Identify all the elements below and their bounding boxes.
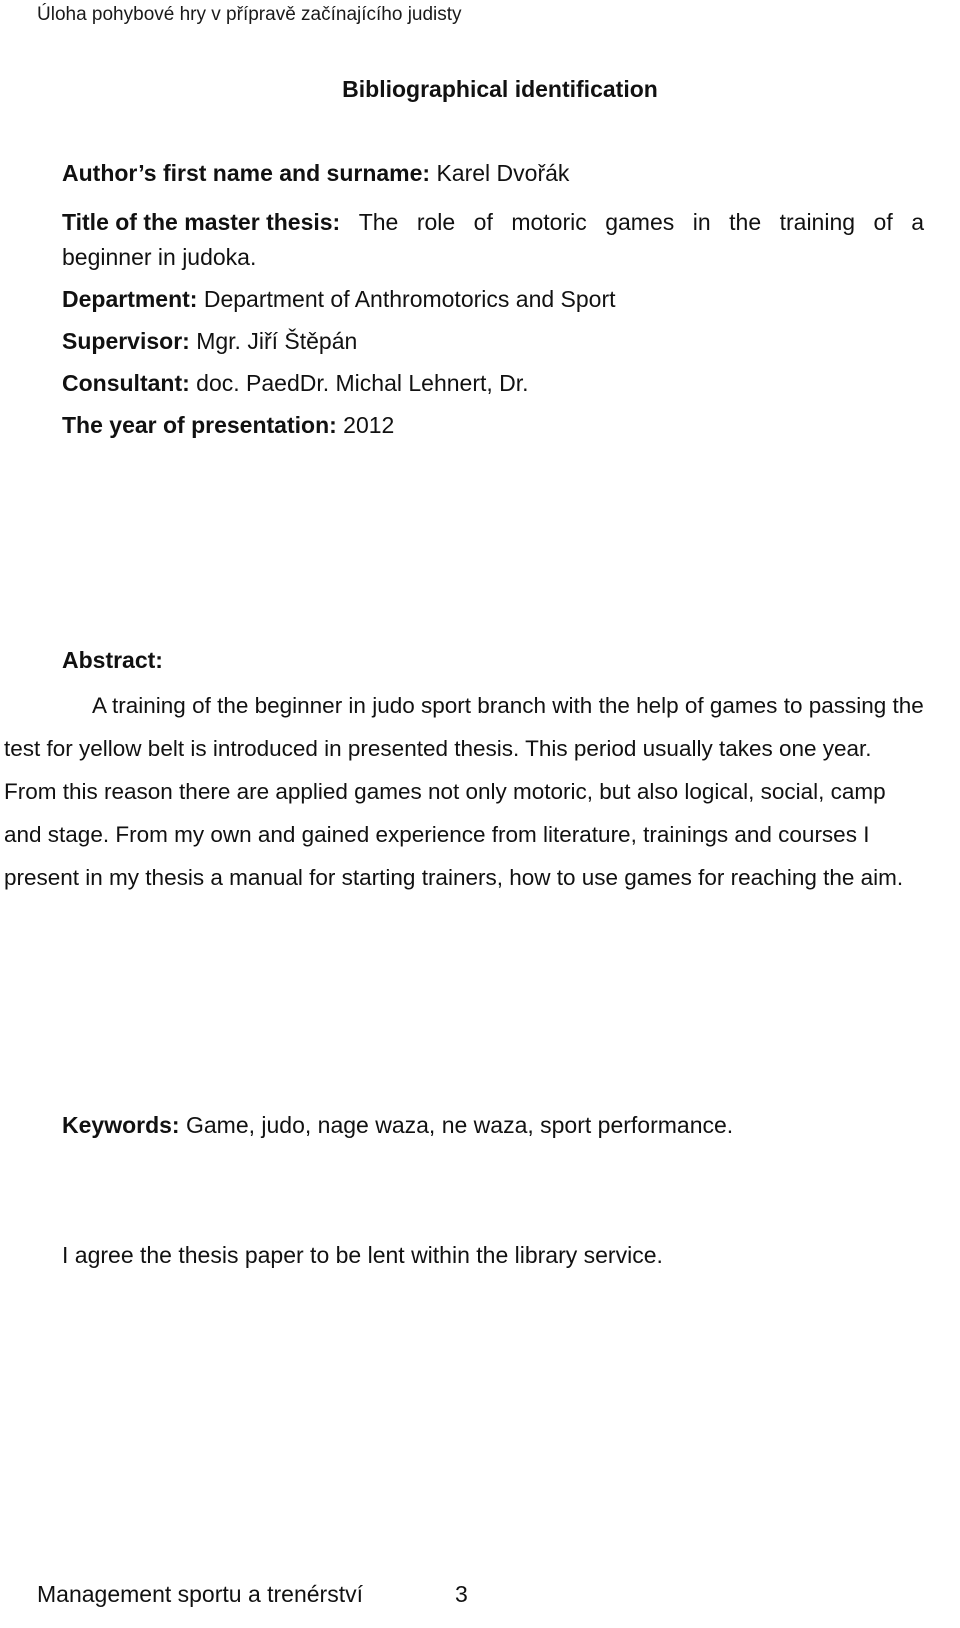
footer-study-program: Management sportu a trenérství — [37, 1581, 363, 1607]
title-word: training — [779, 209, 856, 235]
consultant-label: Consultant: — [62, 370, 190, 396]
title-word: a — [911, 209, 924, 235]
abstract-text: A training of the beginner in judo sport branch with the help of games to passing the test for yellow belt is introduced in presented thesis. This period usually takes one year. From this reason there are applied games not only motoric, but also logical, social, camp and stage. From my own and gained experience from literature, trainings and courses I present in my thesis a manual for starting trainers, how to use games for reaching the aim. — [4, 693, 924, 890]
title-word: of — [473, 209, 493, 235]
title-word: in — [692, 209, 711, 235]
title-word: role — [416, 209, 456, 235]
page-title: Bibliographical identification — [342, 76, 658, 102]
year-label: The year of presentation: — [62, 412, 337, 438]
keywords-value: Game, judo, nage waza, ne waza, sport performance. — [185, 1112, 734, 1138]
author-row — [62, 159, 569, 187]
supervisor-row — [62, 327, 357, 355]
title-label: Title of the master thesis: — [62, 209, 341, 235]
supervisor-value: Mgr. Jiří Štěpán — [196, 328, 358, 354]
title-value-continued: beginner in judoka. — [62, 244, 257, 270]
library-agreement: I agree the thesis paper to be lent within the library service. — [62, 1242, 663, 1268]
title-word: games — [605, 209, 675, 235]
consultant-row — [62, 369, 529, 397]
author-value: Karel Dvořák — [436, 160, 570, 186]
author-label: Author’s first name and surname: — [62, 160, 431, 186]
keywords-row — [62, 1111, 733, 1139]
department-label: Department: — [62, 286, 198, 312]
title-word: The — [358, 209, 399, 235]
consultant-value: doc. PaedDr. Michal Lehnert, Dr. — [196, 370, 529, 396]
department-row — [62, 285, 616, 313]
title-row — [62, 208, 924, 236]
page-number: 3 — [455, 1581, 468, 1607]
title-word: motoric — [511, 209, 587, 235]
department-value: Department of Anthromotorics and Sport — [203, 286, 616, 312]
supervisor-label: Supervisor: — [62, 328, 190, 354]
keywords-label: Keywords: — [62, 1112, 180, 1138]
year-row — [62, 411, 394, 439]
abstract-label: Abstract: — [62, 647, 163, 673]
running-header: Úloha pohybové hry v přípravě začínajícího judisty — [37, 4, 462, 25]
title-word: the — [729, 209, 762, 235]
title-word: of — [873, 209, 893, 235]
year-value: 2012 — [343, 412, 395, 438]
